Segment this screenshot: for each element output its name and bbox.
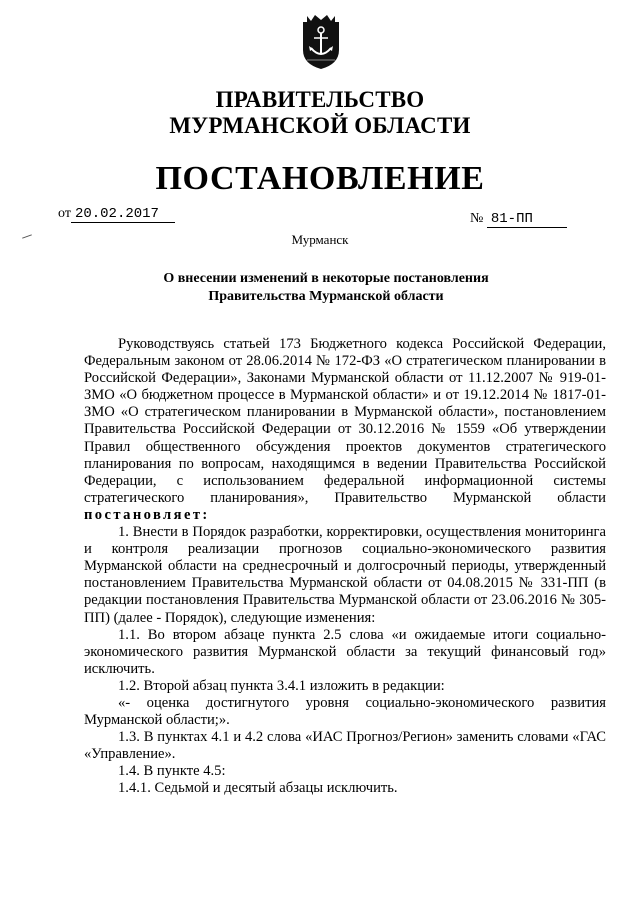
date-prefix: от (58, 206, 71, 221)
paragraph-preamble (84, 336, 606, 524)
subject-line1: О внесении изменений в некоторые постановления (163, 271, 489, 286)
coat-of-arms-icon (299, 8, 343, 70)
subject-line2: Правительства Мурманской области (208, 289, 444, 304)
paragraph-item-1-2: 1.2. Второй абзац пункта 3.4.1 изложить в редакции: (118, 677, 445, 694)
paragraph-item-1-2-text: «- оценка достигнутого уровня социально-экономического развития Мурманской области;». (84, 694, 606, 729)
document-body (84, 336, 606, 798)
date-line (58, 206, 175, 223)
document-date: 20.02.2017 (71, 206, 175, 223)
paragraph-item-1-4: 1.4. В пункте 4.5: (118, 763, 226, 780)
number-prefix: № (470, 211, 484, 226)
paragraph-item-1-3: 1.3. В пунктах 4.1 и 4.2 слова «ИАС Прогноз/Регион» заменить словами «ГАС «Управление». (84, 729, 606, 763)
decree-word: постановляет: (84, 506, 210, 523)
document-subject (140, 270, 512, 306)
paragraph-item-1-1: 1.1. Во втором абзаце пункта 2.5 слова «и ожидаемые итоги социально-экономического развития Мурманской области за текущий финансовый год» исключить. (84, 626, 606, 677)
document-number: 81-ПП (487, 211, 567, 228)
number-line (470, 211, 567, 228)
org-name-line2: МУРМАНСКОЙ ОБЛАСТИ (169, 113, 471, 138)
document-type-title: ПОСТАНОВЛЕНИЕ (155, 160, 485, 197)
paragraph-item-1: 1. Внести в Порядок разработки, корректировки, осуществления мониторинга и контроля реализации прогнозов социально-экономического развития Мурманской области на среднесрочный и долгосрочный периоды, утвержденный постановлением Правительства Мурманской области от 04.08.2015 № 331-ПП (в редакции постановления Правительства Мурманской области от 23.06.2016 № 305-ПП) (далее - Порядок), следующие изменения: (84, 524, 606, 626)
city-name: Мурманск (291, 232, 349, 247)
paragraph-item-1-4-1: 1.4.1. Седьмой и десятый абзацы исключить. (118, 780, 398, 797)
org-name-line1: ПРАВИТЕЛЬСТВО (215, 87, 425, 112)
preamble-text: Руководствуясь статьей 173 Бюджетного кодекса Российской Федерации, Федеральным законом от 28.06.2014 № 172-ФЗ «О стратегическом планировании в Российской Федерации», Законами Мурманской области от 11.12.2007 № 919-01-ЗМО «О бюджетном процессе в Мурманской области» и от 19.12.2014 № 1817-01-ЗМО «О стратегическом планировании в Мурманской области», постановлением Правительства Российской Федерации от 30.12.2016 № 1559 «Об утверждении Правил общественного обсуждения проектов документов стратегического планирования по вопросам, находящимся в ведении Правительства Российской Федерации, с использованием федеральной информационной системы стратегического планирования», Правительство Мурманской области (84, 336, 606, 506)
